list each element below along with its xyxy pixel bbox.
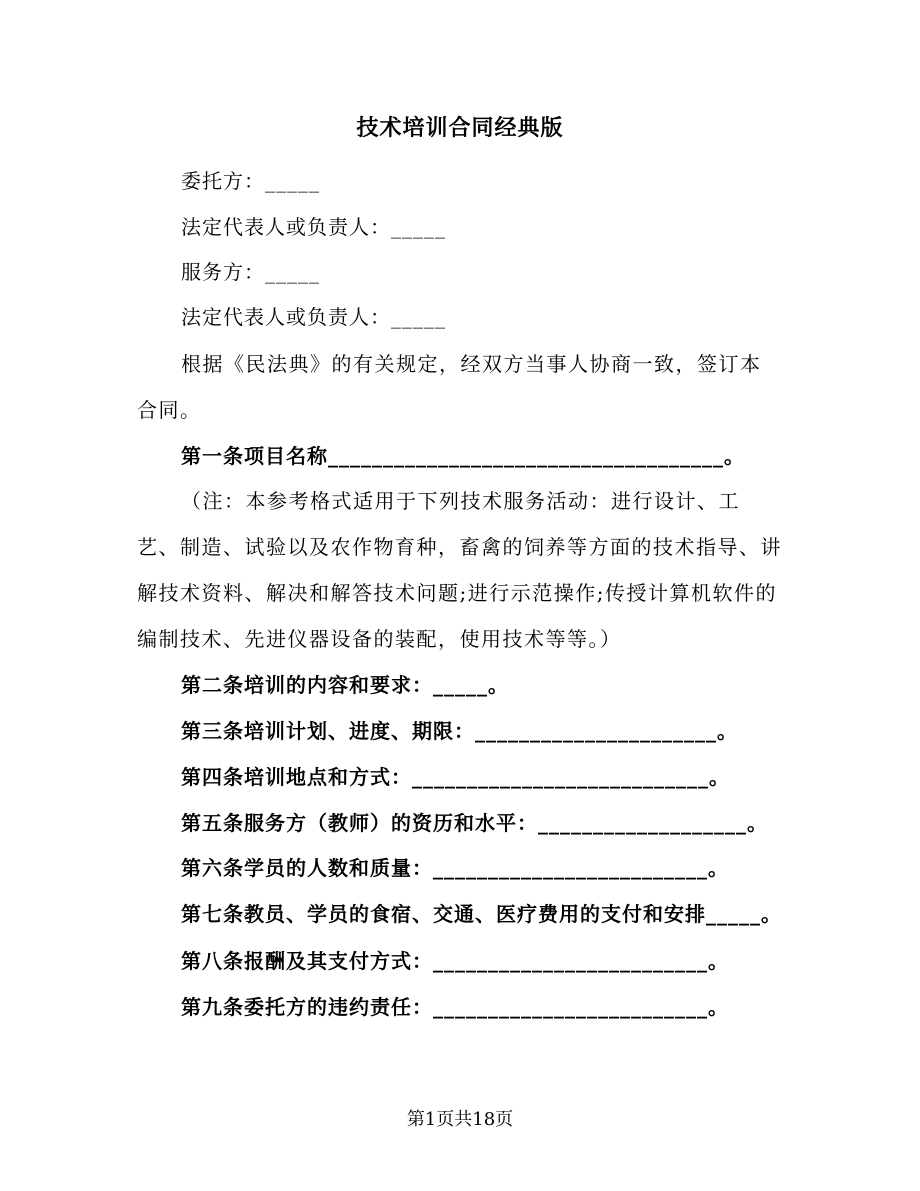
page-number: 第1页共18页: [406, 1109, 514, 1130]
party-service: 服务方：_____: [181, 260, 320, 284]
party-client: 委托方：_____: [181, 169, 320, 193]
note-paragraph: [137, 478, 782, 662]
article-5: 第五条服务方（教师）的资历和水平：___________________。: [181, 811, 768, 835]
article-4: 第四条培训地点和方式：___________________________。: [181, 765, 730, 789]
party-service-representative: 法定代表人或负责人：_____: [181, 305, 446, 329]
article-7: 第七条教员、学员的食宿、交通、医疗费用的支付和安排_____。: [181, 902, 782, 926]
article-1: 第一条项目名称____________________________________。: [181, 444, 745, 468]
preamble-paragraph: [137, 341, 782, 433]
article-3: 第三条培训计划、进度、期限：______________________。: [181, 719, 738, 743]
note-text: （注：本参考格式适用于下列技术服务活动：进行设计、工艺、制造、试验以及农作物育种，畜禽的饲养等方面的技术指导、讲解技术资料、解决和解答技术问题;进行示范操作;传授计算机软件的编制技术、先进仪器设备的装配，使用技术等等。）: [137, 489, 782, 651]
party-client-representative: 法定代表人或负责人：_____: [181, 215, 446, 239]
article-2: 第二条培训的内容和要求：_____。: [181, 673, 509, 697]
article-6: 第六条学员的人数和质量：_________________________。: [181, 856, 729, 880]
preamble-text: 根据《民法典》的有关规定，经双方当事人协商一致，签订本合同。: [137, 352, 762, 422]
document-title: 技术培训合同经典版: [356, 115, 564, 141]
article-8: 第八条报酬及其支付方式：_________________________。: [181, 949, 729, 973]
article-9: 第九条委托方的违约责任：_________________________。: [181, 995, 729, 1019]
